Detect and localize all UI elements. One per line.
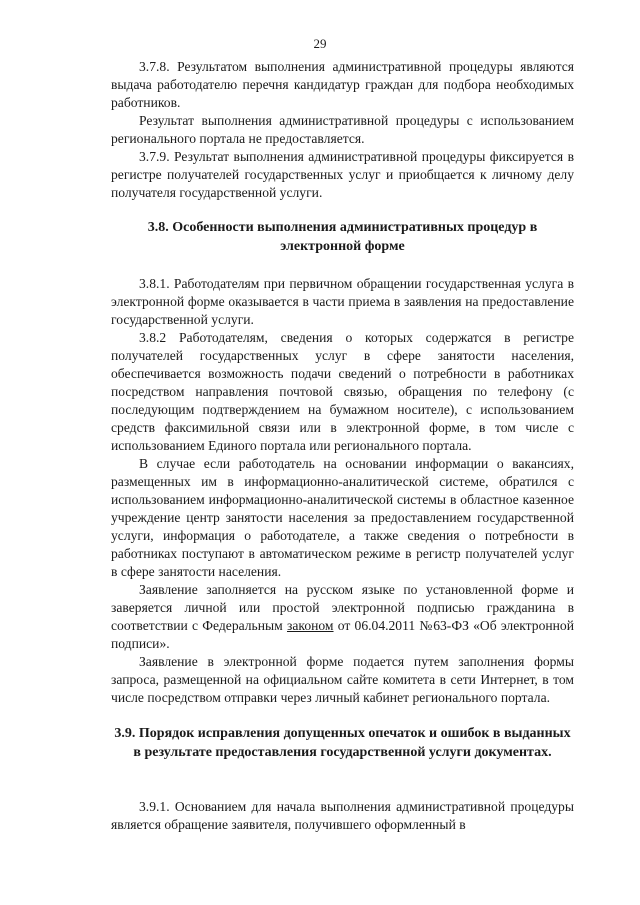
paragraph-3-8-2: 3.8.2 Работодателям, сведения о которых содержатся в регистре получателей государственных услуг в сфере занятости населения, обеспечивается возможность подачи сведений о потребности в работниках посредством направления почтовой связью, обращения по телефону (с последующим подтверждением на бумажном носителе), с использованием средств факсимильной связи или в электронной форме, в том числе с использованием Единого портала или регионального портала. xyxy=(111,330,574,453)
paragraph-3-7-9: 3.7.9. Результат выполнения административной процедуры фиксируется в регистре получателей государственных услуг и приобщается к личному делу получателя государственной услуги. xyxy=(111,149,574,200)
document-body xyxy=(111,58,574,834)
paragraph-3-9-1: 3.9.1. Основанием для начала выполнения административной процедуры является обращение заявителя, получившего оформленный в xyxy=(111,799,574,832)
section-heading-3-9: 3.9. Порядок исправления допущенных опечаток и ошибок в выданных в результате предоставления государственной услуги документах. xyxy=(114,726,571,760)
paragraph-portal-result: Результат выполнения административной процедуры с использованием регионального портала не предоставляется. xyxy=(111,113,574,146)
law-link[interactable]: законом xyxy=(287,618,334,633)
paragraph-electronic-application: Заявление в электронной форме подается путем заполнения формы запроса, размещенной на официальном сайте комитета в сети Интернет, в том числе посредством отправки через личный кабинет регионального портала. xyxy=(111,654,574,705)
page-number: 29 xyxy=(313,36,327,51)
paragraph-application-signature xyxy=(111,581,574,653)
section-heading-3-8: 3.8. Особенности выполнения административных процедур в электронной форме xyxy=(147,220,538,254)
signature-text-after: от 06.04.2011 №63-ФЗ «Об электронной подписи». xyxy=(111,618,574,651)
paragraph-3-8-1: 3.8.1. Работодателям при первичном обращении государственная услуга в электронной форме оказывается в части приема в заявления на предоставление государственной услуги. xyxy=(111,276,574,327)
paragraph-3-7-8: 3.7.8. Результатом выполнения административной процедуры являются выдача работодателю перечня кандидатур граждан для подбора необходимых работников. xyxy=(111,59,574,110)
paragraph-information-system: В случае если работодатель на основании информации о вакансиях, размещенных им в информационно-аналитической системе, обратился с использованием информационно-аналитической системы в областное казенное учреждение центр занятости населения за предоставлением государственной услуги, информация о работодателе, а также сведения о потребности в работниках поступают в автоматическом режиме в регистр получателей услуг в сфере занятости населения. xyxy=(111,456,574,579)
signature-text-before: Заявление заполняется на русском языке по установленной форме и заверяется личной или простой электронной подписью гражданина в соответствии с Федеральным xyxy=(111,582,574,633)
